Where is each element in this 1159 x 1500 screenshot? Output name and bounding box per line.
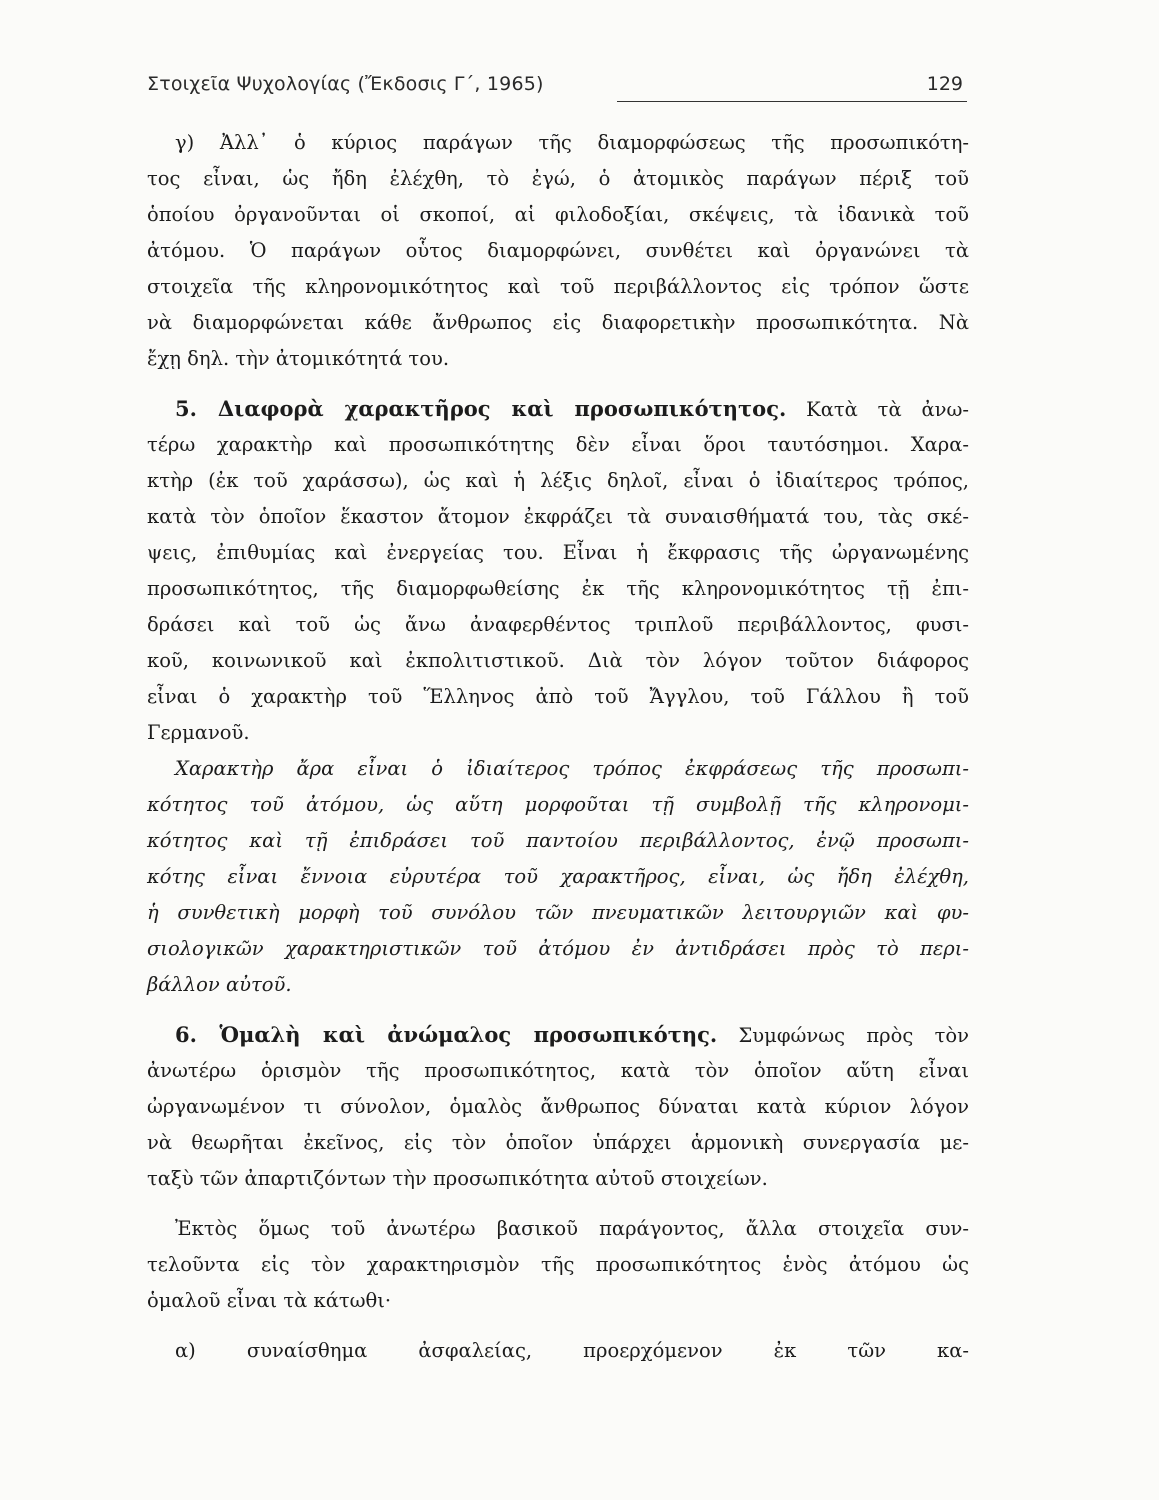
text-run: Κατὰ τὰ ἀνω- — [786, 398, 969, 421]
text-line: τελοῦντα εἰς τὸν χαρακτηρισμὸν τῆς προσωπικότητος ἑνὸς ἀτόμου ὡς — [147, 1253, 969, 1276]
text-line: εἶναι ὁ χαρακτὴρ τοῦ Ἕλληνος ἀπὸ τοῦ Ἄγγλου, τοῦ Γάλλου ἢ τοῦ — [147, 685, 969, 708]
text-line: κότητος τοῦ ἀτόμου, ὡς αὕτη μορφοῦται τῇ συμβολῇ τῆς κληρονομι- — [147, 793, 969, 816]
text-line: ταξὺ τῶν ἀπαρτιζόντων τὴν προσωπικότητα αὐτοῦ στοιχείων. — [147, 1167, 768, 1190]
header-rule — [617, 101, 967, 102]
text-line: βάλλον αὐτοῦ. — [147, 973, 292, 996]
text-line: Γερμανοῦ. — [147, 721, 250, 744]
text-line: ὁποίου ὀργανοῦνται οἱ σκοποί, αἱ φιλοδοξίαι, σκέψεις, τὰ ἰδανικὰ τοῦ — [147, 203, 969, 226]
text-line: ψεις, ἐπιθυμίας καὶ ἐνεργείας του. Εἶναι ἡ ἔκφρασις τῆς ὠργανωμένης — [147, 541, 969, 564]
list-item-a: α) συναίσθημα ἀσφαλείας, προερχόμενον ἐκ τῶν κα- — [175, 1339, 969, 1362]
section-5-definition — [147, 751, 969, 1003]
text-line: νὰ θεωρῆται ἐκεῖνος, εἰς τὸν ὁποῖον ὑπάρχει ἁρμονικὴ συνεργασία με- — [147, 1131, 969, 1154]
section-5 — [147, 391, 969, 1003]
text-line: κατὰ τὸν ὁποῖον ἕκαστον ἄτομον ἐκφράζει τὰ συναισθήματά του, τὰς σκέ- — [147, 505, 969, 528]
section-6-heading: 6. Ὁμαλὴ καὶ ἀνώμαλος προσωπικότης. — [175, 1022, 718, 1047]
paragraph-g — [147, 125, 969, 377]
section-6-first-line — [147, 1017, 969, 1053]
page-body — [147, 125, 969, 1369]
text-line: νὰ διαμορφώνεται κάθε ἄνθρωπος εἰς διαφορετικὴν προσωπικότητα. Νὰ — [147, 311, 969, 334]
text-line: γ) Ἀλλ᾽ ὁ κύριος παράγων τῆς διαμορφώσεως τῆς προσωπικότη- — [175, 131, 969, 154]
text-line: ἀνωτέρω ὁρισμὸν τῆς προσωπικότητος, κατὰ τὸν ὁποῖον αὕτη εἶναι — [147, 1059, 969, 1082]
section-5-first-line — [147, 391, 969, 427]
text-line: κότης εἶναι ἔννοια εὐρυτέρα τοῦ χαρακτῆρος, εἶναι, ὡς ἤδη ἐλέχθη, — [147, 865, 969, 888]
text-line: κότητος καὶ τῇ ἐπιδράσει τοῦ παντοίου περιβάλλοντος, ἐνῷ προσωπι- — [147, 829, 969, 852]
running-title: Στοιχεῖα Ψυχολογίας (Ἔκδοσις Γ΄, 1965) — [147, 73, 544, 95]
text-run: Συμφώνως πρὸς τὸν — [717, 1024, 970, 1047]
text-line: στοιχεῖα τῆς κληρονομικότητος καὶ τοῦ περιβάλλοντος εἰς τρόπον ὥστε — [147, 275, 969, 298]
text-line: τέρω χαρακτὴρ καὶ προσωπικότητης δὲν εἶναι ὅροι ταυτόσημοι. Χαρα- — [147, 433, 969, 456]
section-5-heading: 5. Διαφορὰ χαρακτῆρος καὶ προσωπικότητος. — [175, 396, 787, 421]
text-line: ὁμαλοῦ εἶναι τὰ κάτωθι· — [147, 1289, 392, 1312]
text-line: ὠργανωμένον τι σύνολον, ὁμαλὸς ἄνθρωπος δύναται κατὰ κύριον λόγον — [147, 1095, 969, 1118]
text-line: ἡ συνθετικὴ μορφὴ τοῦ συνόλου τῶν πνευματικῶν λειτουργιῶν καὶ φυ- — [147, 901, 969, 924]
running-head — [147, 66, 967, 102]
text-line: ἔχῃ δηλ. τὴν ἀτομικότητά του. — [147, 347, 450, 370]
text-line: ἀτόμου. Ὁ παράγων οὗτος διαμορφώνει, συνθέτει καὶ ὀργανώνει τὰ — [147, 239, 969, 262]
text-line: κοῦ, κοινωνικοῦ καὶ ἐκπολιτιστικοῦ. Διὰ τὸν λόγον τοῦτον διάφορος — [147, 649, 969, 672]
text-line: σιολογικῶν χαρακτηριστικῶν τοῦ ἀτόμου ἐν ἀντιδράσει πρὸς τὸ περι- — [147, 937, 969, 960]
page-number: 129 — [926, 73, 963, 95]
text-line: κτὴρ (ἐκ τοῦ χαράσσω), ὡς καὶ ἡ λέξις δηλοῖ, εἶναι ὁ ἰδιαίτερος τρόπος, — [147, 469, 969, 492]
text-line: προσωπικότητος, τῆς διαμορφωθείσης ἐκ τῆς κληρονομικότητος τῇ ἐπι- — [147, 577, 969, 600]
text-line: Χαρακτὴρ ἄρα εἶναι ὁ ἰδιαίτερος τρόπος ἐκφράσεως τῆς προσωπι- — [175, 757, 969, 780]
text-line: δράσει καὶ τοῦ ὡς ἄνω ἀναφερθέντος τριπλοῦ περιβάλλοντος, φυσι- — [147, 613, 969, 636]
text-line: τος εἶναι, ὡς ἤδη ἐλέχθη, τὸ ἐγώ, ὁ ἀτομικὸς παράγων πέριξ τοῦ — [147, 167, 969, 190]
text-line: Ἐκτὸς ὅμως τοῦ ἀνωτέρω βασικοῦ παράγοντος, ἄλλα στοιχεῖα συν- — [175, 1217, 969, 1240]
section-6 — [147, 1017, 969, 1369]
